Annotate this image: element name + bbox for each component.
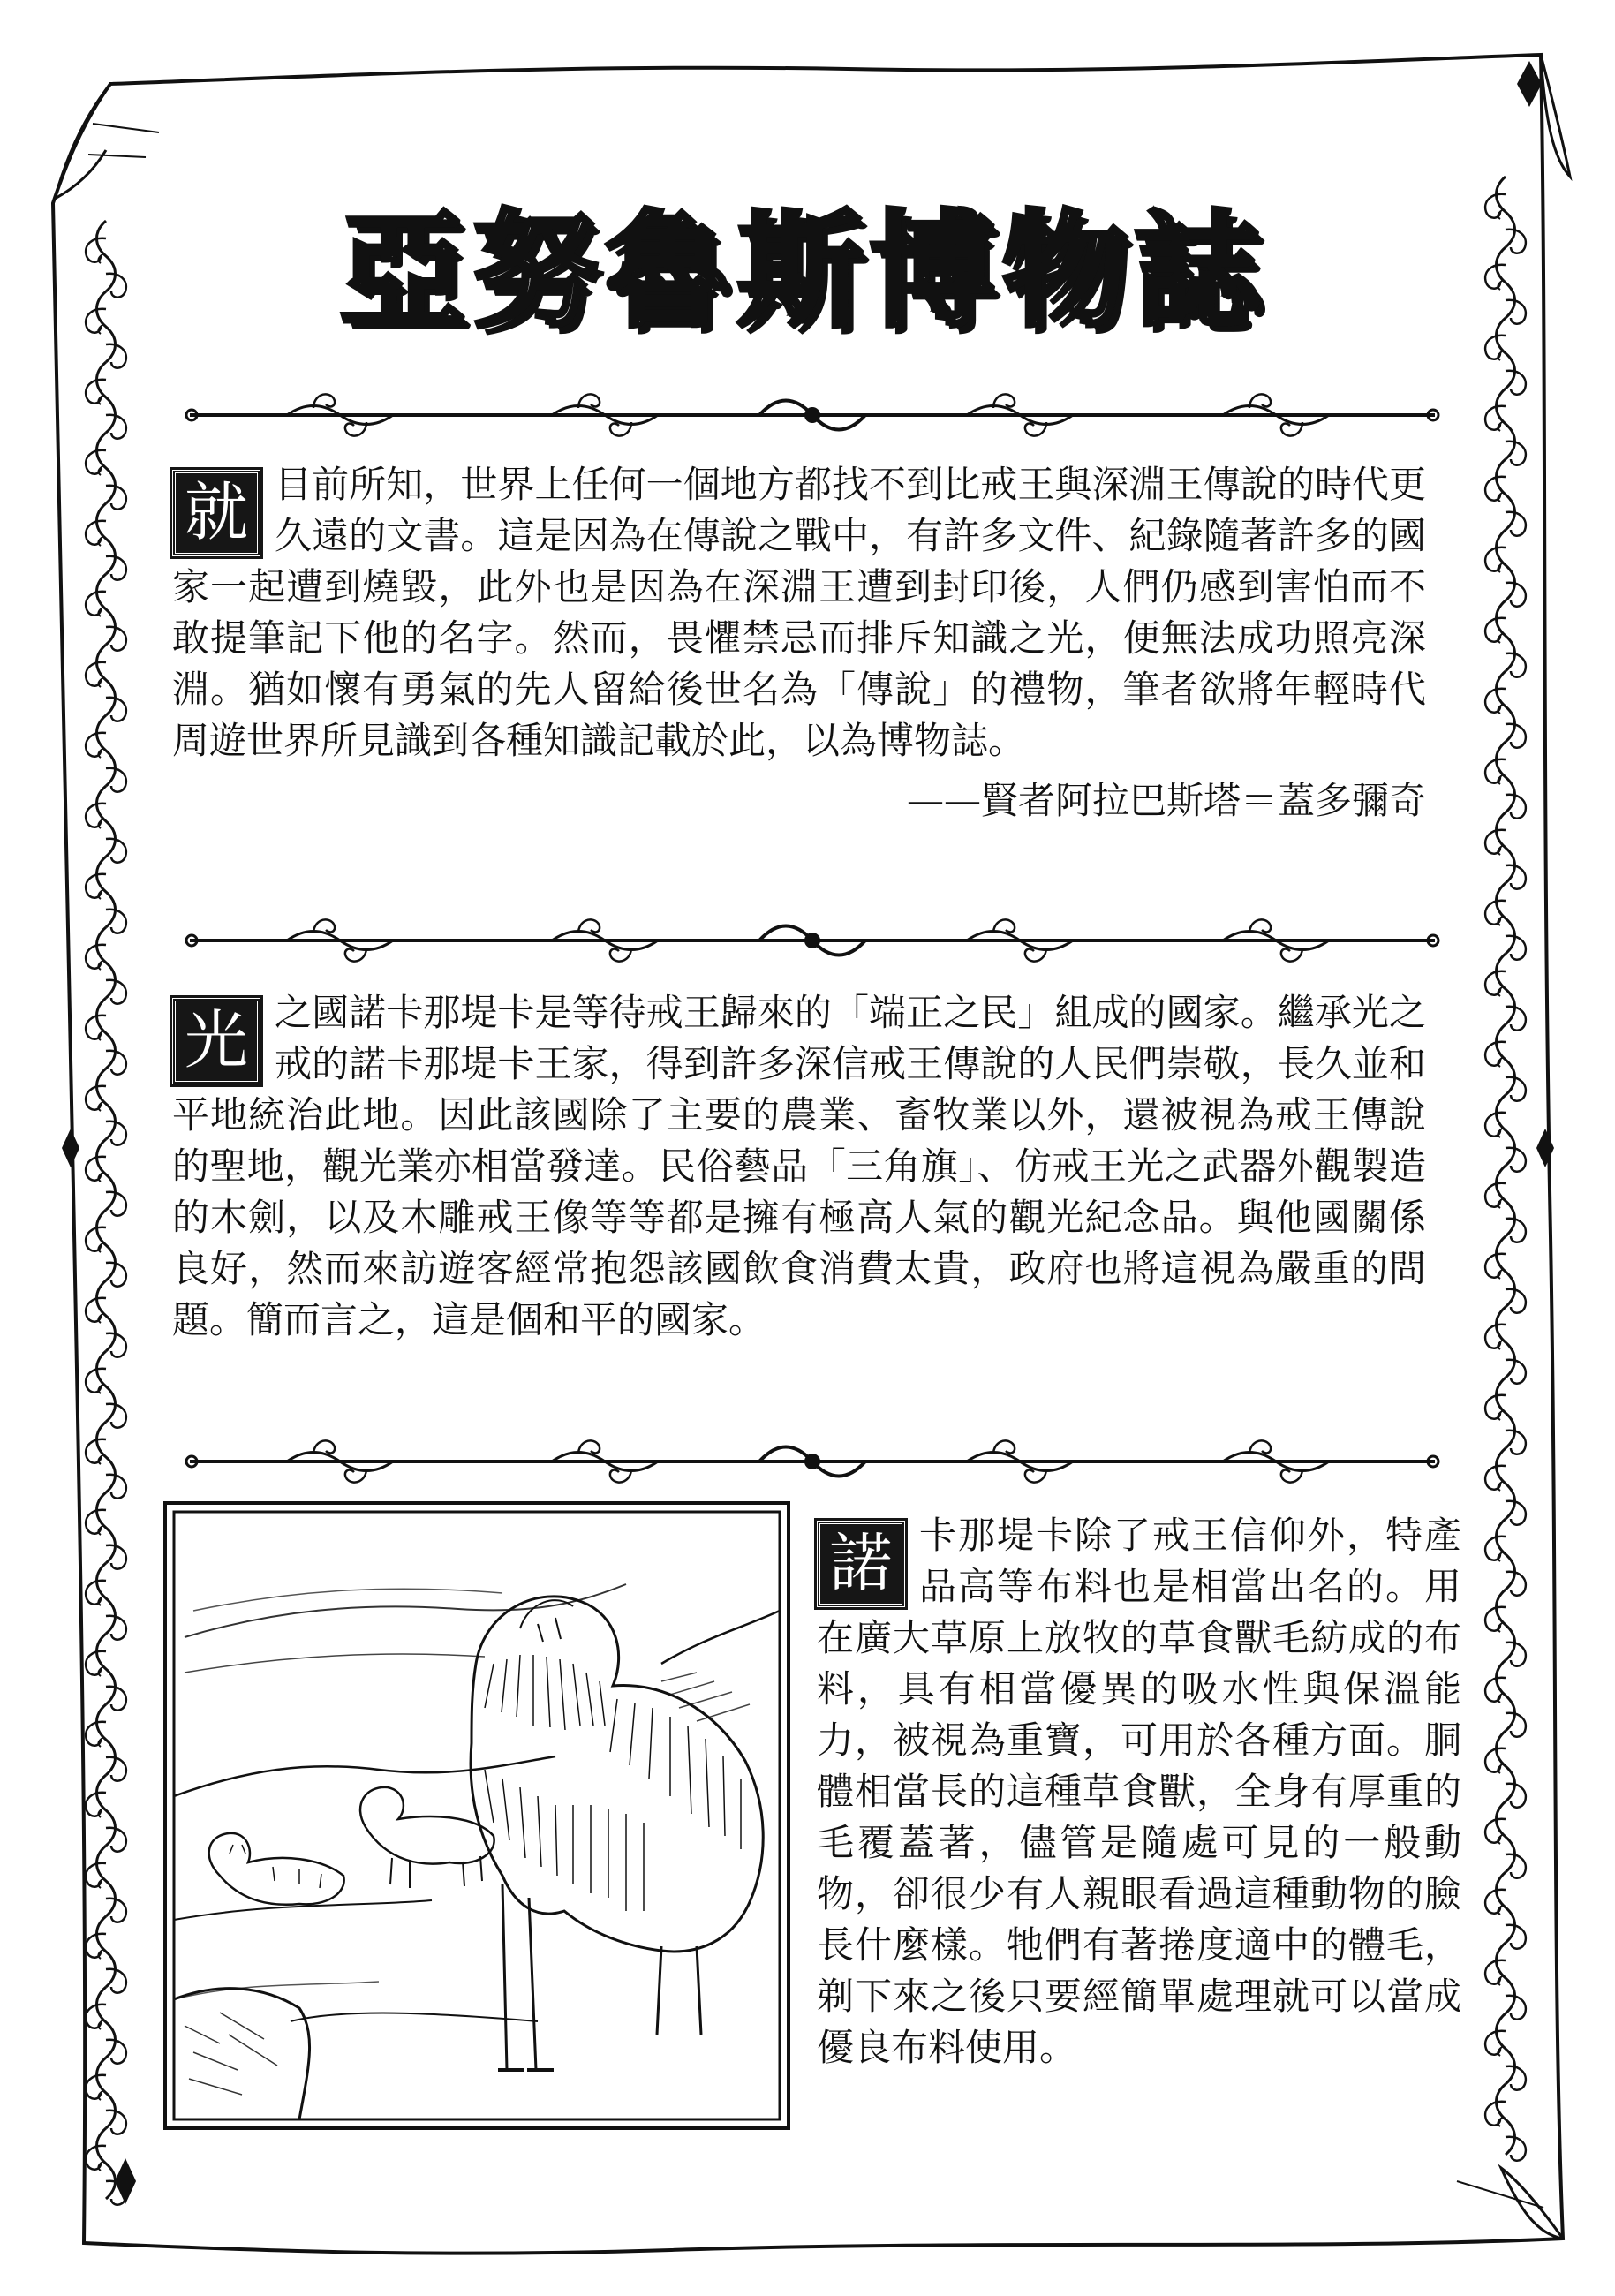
kingdom-section	[172, 987, 1426, 1346]
large-beast	[471, 1597, 763, 2070]
divider-ornament	[181, 914, 1444, 967]
woolly-beast-illustration	[163, 1501, 790, 2130]
kingdom-paragraph: 之國諾卡那堤卡是等待戒王歸來的「端正之民」組成的國家。繼承光之戒的諾卡那堤卡王家，得到許多深信戒王傳說的人民們崇敬，長久並和平地統治此地。因此該國除了主要的農業、畜牧業以外，還被視為戒王傳說的聖地，觀光業亦相當發達。民俗藝品「三角旗」、仿戒王光之武器外觀製造的木劍，以及木雕戒王像等等都是擁有極高人氣的觀光紀念品。與他國關係良好，然而來訪遊客經常抱怨該國飲食消費太貴，政府也將這視為嚴重的問題。簡而言之，這是個和平的國家。	[172, 991, 1426, 1341]
wool-paragraph: 卡那堤卡除了戒王信仰外，特產品高等布料也是相當出名的。用在廣大草原上放牧的草食獸毛紡成的布料，具有相當優異的吸水性與保溫能力，被視為重寶，可用於各種方面。胴體相當長的這種草食獸，全身有厚重的毛覆蓋著，儘管是隨處可見的一般動物，卻很少有人親眼看過這種動物的臉長什麼樣。牠們有著捲度適中的體毛，剃下來之後只要經簡單處理就可以當成優良布料使用。	[817, 1514, 1461, 2069]
page-title: 亞努魯斯博物誌	[340, 198, 1267, 344]
intro-section	[172, 459, 1426, 827]
small-beast-left	[209, 1833, 344, 1905]
divider-ornament	[181, 389, 1444, 442]
divider-ornament	[181, 1435, 1444, 1488]
author-attribution: ——賢者阿拉巴斯塔＝蓋多彌奇	[906, 779, 1426, 822]
wool-section	[817, 1510, 1461, 2073]
dropcap: 諾	[817, 1521, 905, 1607]
intro-paragraph: 目前所知，世界上任何一個地方都找不到比戒王與深淵王傳說的時代更久遠的文書。這是因為在傳說之戰中，有許多文件、紀錄隨著許多的國家一起遭到燒毀，此外也是因為在深淵王遭到封印後，人們仍感到害怕而不敢提筆記下他的名字。然而，畏懼禁忌而排斥知識之光，便無法成功照亮深淵。猶如懷有勇氣的先人留給後世名為「傳說」的禮物，筆者欲將年輕時代周遊世界所見識到各種知識記載於此，以為博物誌。	[172, 463, 1426, 762]
dropcap: 光	[172, 998, 260, 1084]
dropcap: 就	[172, 470, 260, 556]
